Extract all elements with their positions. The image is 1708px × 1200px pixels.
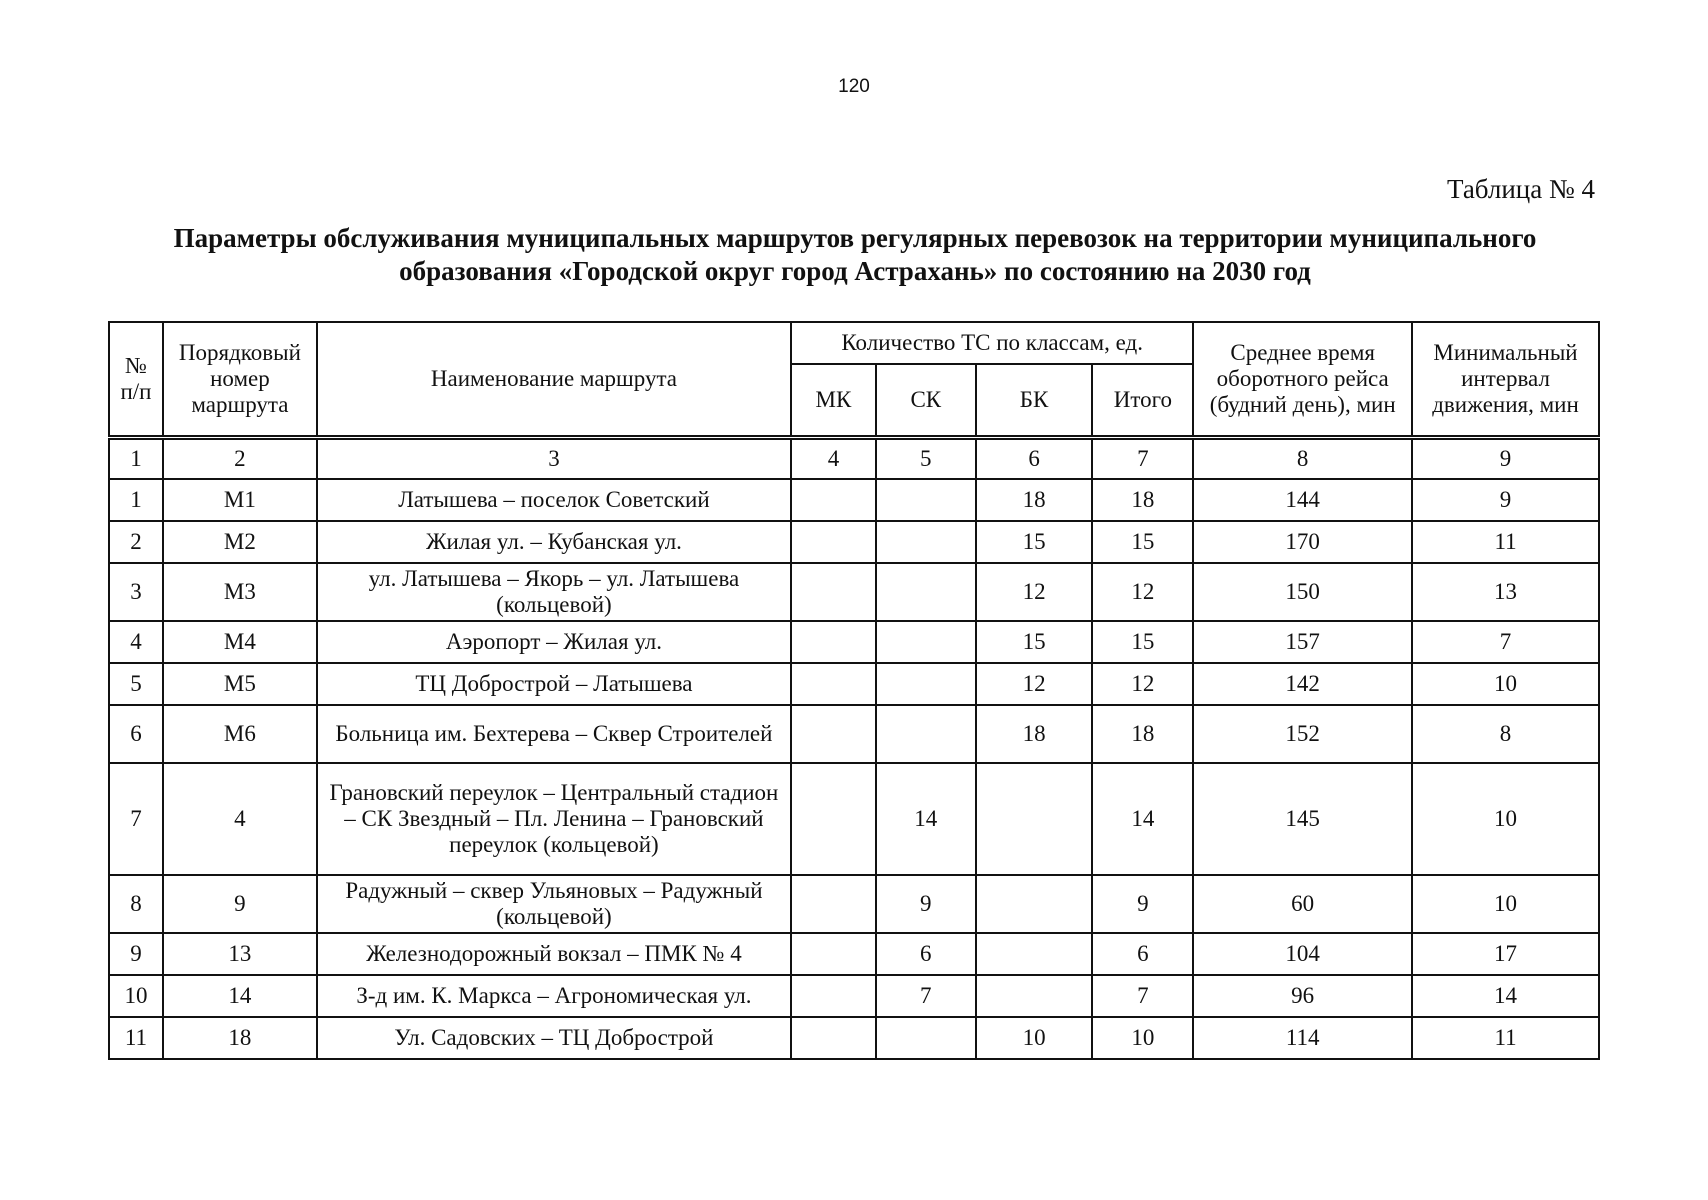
cell-min-interval: 17 (1412, 933, 1599, 975)
cell-total: 18 (1092, 705, 1193, 763)
header-sk: СК (876, 364, 976, 438)
table-row (109, 705, 1599, 763)
cell-min-interval: 10 (1412, 875, 1599, 933)
cell-sk (876, 563, 976, 621)
cell-mk (791, 1017, 876, 1059)
cell-num: 7 (109, 763, 163, 875)
column-number: 8 (1193, 438, 1412, 480)
column-number: 5 (876, 438, 976, 480)
cell-total: 14 (1092, 763, 1193, 875)
cell-avg-time: 170 (1193, 521, 1412, 563)
cell-bk: 12 (976, 563, 1093, 621)
cell-mk (791, 621, 876, 663)
cell-route-number: 4 (163, 763, 317, 875)
cell-mk (791, 563, 876, 621)
header-mk: МК (791, 364, 876, 438)
column-number-row (109, 438, 1599, 480)
cell-total: 6 (1092, 933, 1193, 975)
cell-route-name: З-д им. К. Маркса – Агрономическая ул. (317, 975, 791, 1017)
cell-sk: 7 (876, 975, 976, 1017)
column-number: 2 (163, 438, 317, 480)
cell-mk (791, 705, 876, 763)
cell-min-interval: 11 (1412, 1017, 1599, 1059)
cell-num: 11 (109, 1017, 163, 1059)
cell-total: 15 (1092, 621, 1193, 663)
cell-avg-time: 114 (1193, 1017, 1412, 1059)
cell-bk: 12 (976, 663, 1093, 705)
column-number: 6 (976, 438, 1093, 480)
table-label: Таблица № 4 (1447, 174, 1595, 204)
cell-total: 10 (1092, 1017, 1193, 1059)
page-number: 120 (838, 76, 870, 97)
cell-route-name: Аэропорт – Жилая ул. (317, 621, 791, 663)
cell-sk (876, 479, 976, 521)
cell-sk: 9 (876, 875, 976, 933)
cell-bk: 15 (976, 621, 1093, 663)
routes-table (108, 321, 1600, 1060)
cell-route-name: Железнодорожный вокзал – ПМК № 4 (317, 933, 791, 975)
cell-route-number: 14 (163, 975, 317, 1017)
header-avg-time: Среднее время оборотного рейса (будний день), мин (1193, 322, 1412, 438)
cell-min-interval: 14 (1412, 975, 1599, 1017)
cell-num: 10 (109, 975, 163, 1017)
cell-num: 6 (109, 705, 163, 763)
document-title: Параметры обслуживания муниципальных маршрутов регулярных перевозок на территории муниципального образования «Городской округ город Астрахань» по состоянию на 2030 год (173, 223, 1537, 286)
cell-route-name: Латышева – поселок Советский (317, 479, 791, 521)
cell-route-name: Жилая ул. – Кубанская ул. (317, 521, 791, 563)
cell-mk (791, 521, 876, 563)
cell-sk (876, 1017, 976, 1059)
cell-sk (876, 705, 976, 763)
cell-total: 12 (1092, 563, 1193, 621)
cell-route-number: М5 (163, 663, 317, 705)
cell-min-interval: 11 (1412, 521, 1599, 563)
table-row (109, 521, 1599, 563)
cell-mk (791, 763, 876, 875)
cell-total: 7 (1092, 975, 1193, 1017)
table-row (109, 933, 1599, 975)
table-row (109, 621, 1599, 663)
cell-bk (976, 933, 1093, 975)
cell-bk: 18 (976, 705, 1093, 763)
header-min-interval: Минимальный интервал движения, мин (1412, 322, 1599, 438)
cell-min-interval: 10 (1412, 663, 1599, 705)
cell-min-interval: 7 (1412, 621, 1599, 663)
cell-min-interval: 10 (1412, 763, 1599, 875)
cell-route-number: 18 (163, 1017, 317, 1059)
cell-min-interval: 8 (1412, 705, 1599, 763)
cell-bk (976, 975, 1093, 1017)
cell-num: 8 (109, 875, 163, 933)
cell-mk (791, 975, 876, 1017)
table-row (109, 763, 1599, 875)
cell-min-interval: 9 (1412, 479, 1599, 521)
cell-sk (876, 521, 976, 563)
cell-bk: 10 (976, 1017, 1093, 1059)
cell-min-interval: 13 (1412, 563, 1599, 621)
cell-total: 9 (1092, 875, 1193, 933)
cell-route-name: ул. Латышева – Якорь – ул. Латышева (кольцевой) (317, 563, 791, 621)
table-row (109, 663, 1599, 705)
header-total: Итого (1092, 364, 1193, 438)
cell-bk: 15 (976, 521, 1093, 563)
header-num: № п/п (109, 322, 163, 438)
cell-mk (791, 663, 876, 705)
header-route-name: Наименование маршрута (317, 322, 791, 438)
table-row (109, 875, 1599, 933)
cell-avg-time: 60 (1193, 875, 1412, 933)
cell-total: 15 (1092, 521, 1193, 563)
column-number: 7 (1092, 438, 1193, 480)
cell-total: 12 (1092, 663, 1193, 705)
cell-avg-time: 152 (1193, 705, 1412, 763)
cell-route-name: Радужный – сквер Ульяновых – Радужный (кольцевой) (317, 875, 791, 933)
cell-sk (876, 621, 976, 663)
cell-avg-time: 144 (1193, 479, 1412, 521)
column-number: 9 (1412, 438, 1599, 480)
cell-bk (976, 763, 1093, 875)
cell-route-name: Грановский переулок – Центральный стадион – СК Звездный – Пл. Ленина – Грановский переулок (кольцевой) (317, 763, 791, 875)
cell-route-number: 9 (163, 875, 317, 933)
header-bk: БК (976, 364, 1093, 438)
cell-mk (791, 479, 876, 521)
cell-avg-time: 157 (1193, 621, 1412, 663)
cell-avg-time: 142 (1193, 663, 1412, 705)
cell-sk (876, 663, 976, 705)
cell-sk: 14 (876, 763, 976, 875)
cell-route-number: М3 (163, 563, 317, 621)
header-vehicle-classes: Количество ТС по классам, ед. (791, 322, 1193, 364)
cell-num: 4 (109, 621, 163, 663)
cell-num: 1 (109, 479, 163, 521)
cell-route-name: Ул. Садовских – ТЦ Добрострой (317, 1017, 791, 1059)
column-number: 1 (109, 438, 163, 480)
cell-avg-time: 104 (1193, 933, 1412, 975)
cell-route-number: М1 (163, 479, 317, 521)
cell-route-number: М2 (163, 521, 317, 563)
column-number: 4 (791, 438, 876, 480)
cell-route-number: М6 (163, 705, 317, 763)
cell-avg-time: 145 (1193, 763, 1412, 875)
cell-num: 9 (109, 933, 163, 975)
cell-route-name: Больница им. Бехтерева – Сквер Строителей (317, 705, 791, 763)
cell-avg-time: 96 (1193, 975, 1412, 1017)
cell-route-number: М4 (163, 621, 317, 663)
cell-avg-time: 150 (1193, 563, 1412, 621)
cell-mk (791, 933, 876, 975)
cell-route-name: ТЦ Добрострой – Латышева (317, 663, 791, 705)
cell-num: 2 (109, 521, 163, 563)
column-number: 3 (317, 438, 791, 480)
cell-sk: 6 (876, 933, 976, 975)
table-row (109, 479, 1599, 521)
table-row (109, 563, 1599, 621)
cell-num: 3 (109, 563, 163, 621)
header-route-number: Порядковый номер маршрута (163, 322, 317, 438)
cell-num: 5 (109, 663, 163, 705)
table-row (109, 975, 1599, 1017)
cell-mk (791, 875, 876, 933)
table-row (109, 1017, 1599, 1059)
cell-bk (976, 875, 1093, 933)
cell-bk: 18 (976, 479, 1093, 521)
cell-total: 18 (1092, 479, 1193, 521)
cell-route-number: 13 (163, 933, 317, 975)
